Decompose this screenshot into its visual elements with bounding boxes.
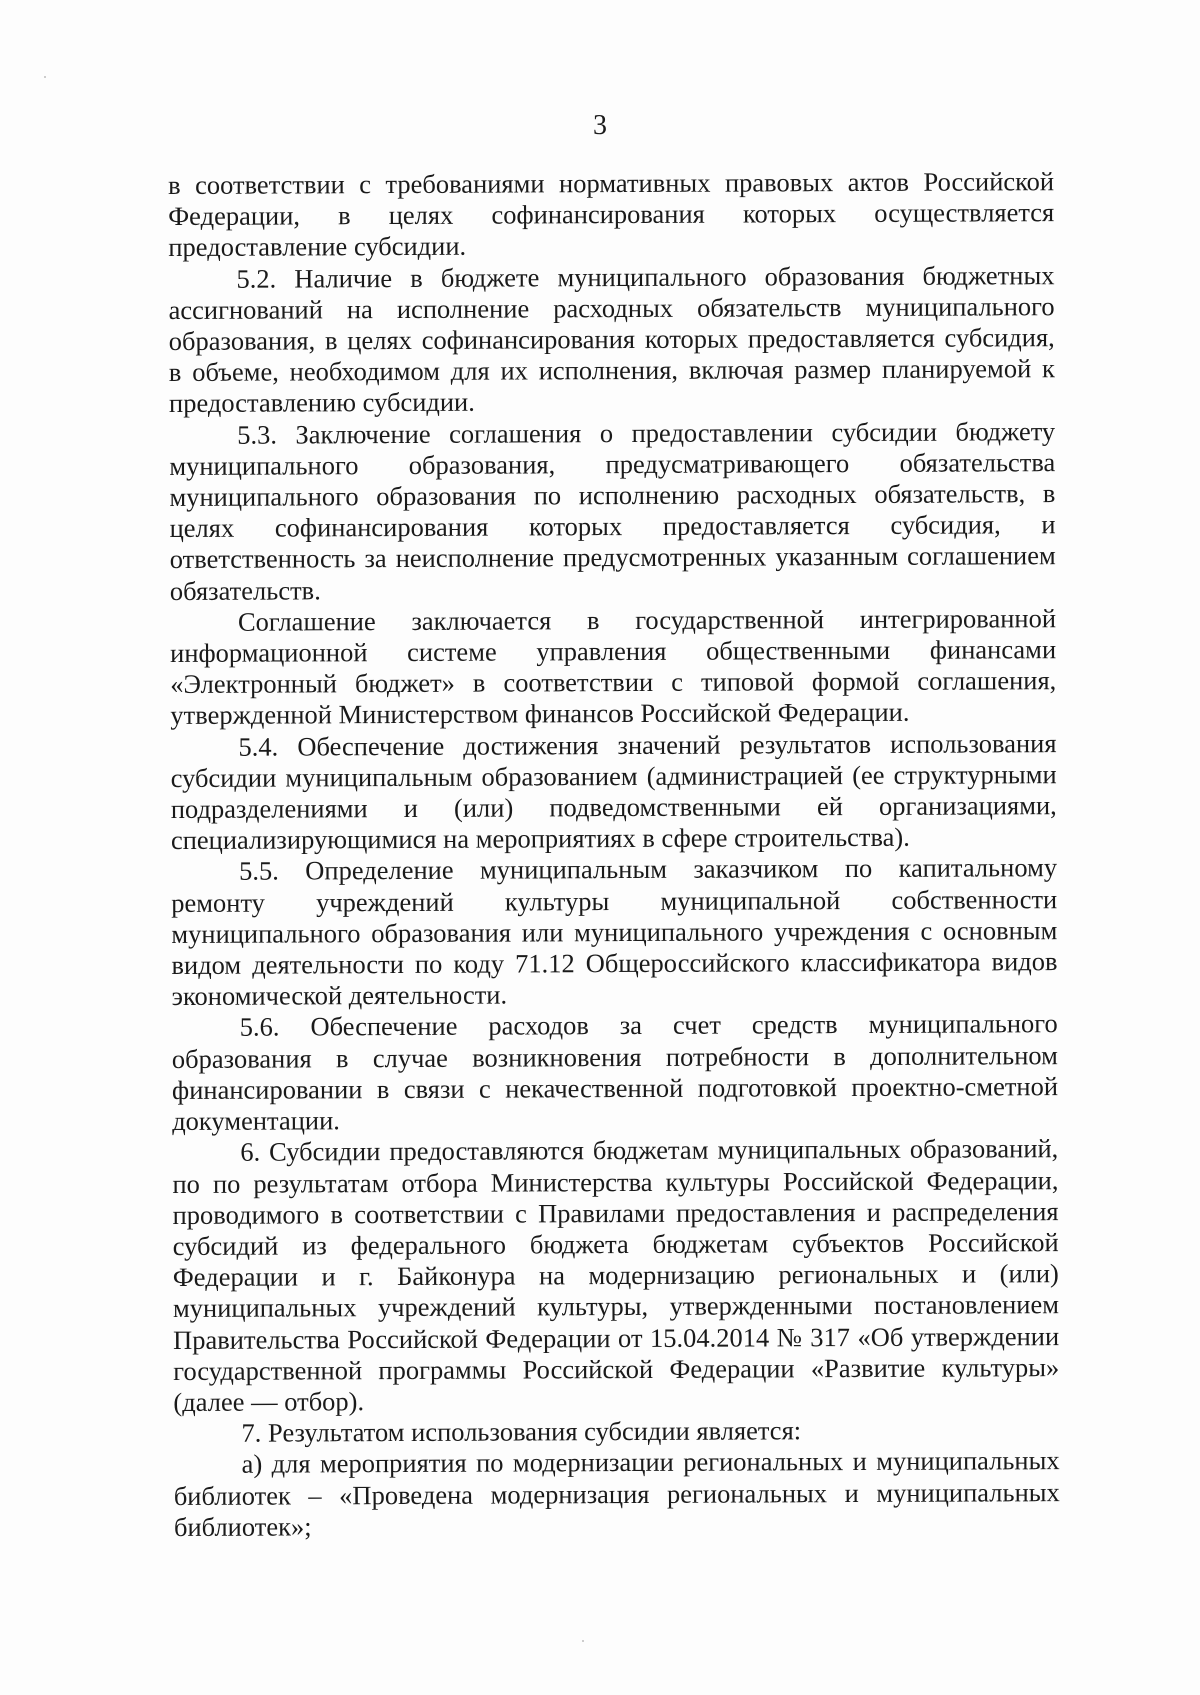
page-number: 3 [593,110,607,141]
paragraph-5-4: 5.4. Обеспечение достижения значений результатов использования субсидии муниципальным образованием (администрацией (ее структурными подразделениями и (или) подведомственными ей организациями, специализирующимися на мероприятиях в сфере строительства). [170,727,1057,856]
scan-speck [582,1640,584,1642]
paragraph-5-3: 5.3. Заключение соглашения о предоставлении субсидии бюджету муниципального образования, предусматривающего обязательства муниципального образования по исполнению расходных обязательств, в целях софинансирования которых предоставляется субсидия, и ответственность за неисполнение предусмотренных указанным соглашением обязательств. [169,415,1056,606]
document-body [168,166,1060,1543]
paragraph-7-a: а) для мероприятия по модернизации региональных и муниципальных библиотек – «Проведена модернизация региональных и муниципальных библиотек»; [173,1445,1060,1542]
scan-speck [44,76,46,78]
paragraph-agreement: Соглашение заключается в государственной интегрированной информационной системе управления общественными финансами «Электронный бюджет» в соответствии с типовой формой соглашения, утвержденной Министерством финансов Российской Федерации. [170,602,1057,731]
paragraph-5-5: 5.5. Определение муниципальным заказчиком по капитальному ремонту учреждений культуры муниципальной собственности муниципального образования или муниципального учреждения с основным видом деятельности по коду 71.12 Общероссийского классификатора видов экономической деятельности. [171,852,1058,1012]
paragraph-5-6: 5.6. Обеспечение расходов за счет средств муниципального образования в случае возникновения потребности в дополнительном финансировании в связи с некачественной подготовкой проектно-сметной документации. [171,1008,1059,1137]
paragraph-continuation: в соответствии с требованиями нормативных правовых актов Российской Федерации, в целях софинансирования которых осуществляется предоставление субсидии. [168,166,1055,263]
paragraph-7: 7. Результатом использования субсидии является: [241,1415,802,1448]
paragraph-6: 6. Субсидии предоставляются бюджетам муниципальных образований, по по результатам отбора Министерства культуры Российской Федерации, проводимого в соответствии с Правилами предоставления и распределения субсидий из федерального бюджета бюджетам субъектов Российской Федерации и г. Байконура на модернизацию региональных и (или) муниципальных учреждений культуры, утвержденными постановлением Правительства Российской Федерации от 15.04.2014 № 317 «Об утверждении государственной программы Российской Федерации «Развитие культуры» (далее — отбор). [172,1133,1060,1417]
paragraph-5-2: 5.2. Наличие в бюджете муниципального образования бюджетных ассигнований на исполнение расходных обязательств муниципального образования, в целях софинансирования которых предоставляется субсидия, в объеме, необходимом для их исполнения, включая размер планируемой к предоставлению субсидии. [168,259,1055,419]
